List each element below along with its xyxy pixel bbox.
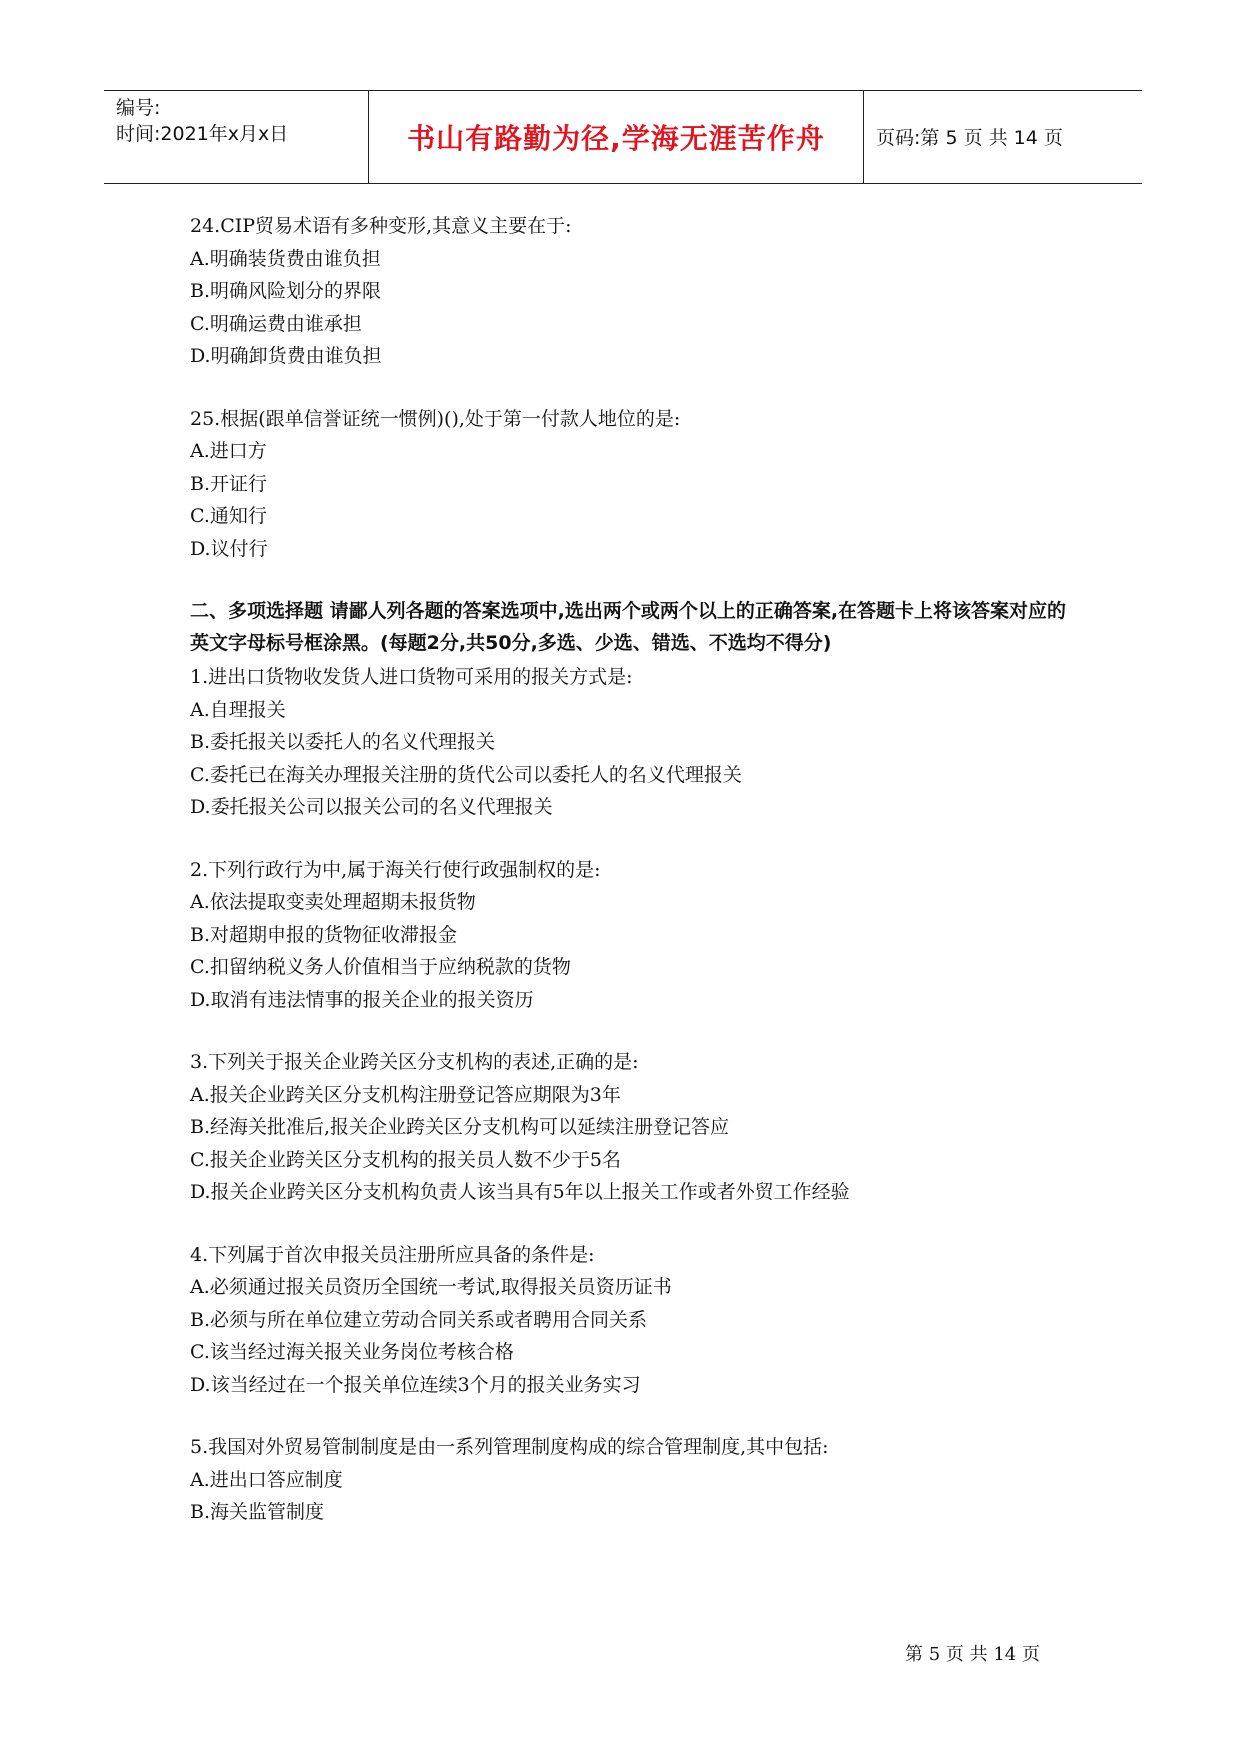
motto-text: 书山有路勤为径,学海无涯苦作舟 [407, 122, 825, 155]
question-stem: 25.根据(跟单信誉证统一惯例)(),处于第一付款人地位的是: [190, 407, 681, 430]
option-d: D.议付行 [190, 537, 268, 560]
option-b: B.对超期申报的货物征收滞报金 [190, 923, 458, 946]
multi-question-3 [190, 1046, 1070, 1209]
option-d: D.取消有违法情事的报关企业的报关资历 [190, 988, 534, 1011]
option-a: A.进出口答应制度 [190, 1468, 343, 1491]
option-d: D.该当经过在一个报关单位连续3个月的报关业务实习 [190, 1373, 641, 1396]
option-c: C.扣留纳税义务人价值相当于应纳税款的货物 [190, 956, 571, 978]
question-stem: 4.下列属于首次申报关员注册所应具备的条件是: [190, 1243, 595, 1266]
option-a: A.依法提取变卖处理超期未报货物 [190, 891, 476, 913]
question-stem: 2.下列行政行为中,属于海关行使行政强制权的是: [190, 858, 601, 881]
header-motto-cell [369, 91, 864, 183]
multi-question-4 [190, 1239, 1070, 1402]
option-b: B.委托报关以委托人的名义代理报关 [190, 731, 496, 753]
option-b: B.海关监管制度 [190, 1501, 325, 1523]
page-footer: 第 5 页 共 14 页 [905, 1644, 1040, 1665]
question-24 [190, 210, 1070, 373]
header-page-cell [864, 91, 1142, 183]
page-header [104, 90, 1142, 184]
option-c: C.委托已在海关办理报关注册的货代公司以委托人的名义代理报关 [190, 763, 742, 786]
option-a: A.明确装货费由谁负担 [190, 247, 381, 270]
question-stem: 1.进出口货物收发货人进口货物可采用的报关方式是: [190, 666, 633, 688]
question-stem: 3.下列关于报关企业跨关区分支机构的表述,正确的是: [190, 1051, 639, 1073]
option-c: C.报关企业跨关区分支机构的报关员人数不少于5名 [190, 1148, 621, 1171]
question-25 [190, 403, 1070, 566]
header-meta-cell [104, 91, 369, 183]
question-stem: 24.CIP贸易术语有多种变形,其意义主要在于: [190, 215, 572, 237]
option-d: D.报关企业跨关区分支机构负责人该当具有5年以上报关工作或者外贸工作经验 [190, 1181, 850, 1203]
option-c: C.通知行 [190, 505, 267, 527]
option-d: D.明确卸货费由谁负担 [190, 345, 382, 367]
option-c: C.明确运费由谁承担 [190, 312, 362, 335]
option-b: B.开证行 [190, 472, 268, 495]
option-d: D.委托报关公司以报关公司的名义代理报关 [190, 796, 553, 818]
time-label: 时间:2021年x月x日 [116, 123, 289, 145]
option-c: C.该当经过海关报关业务岗位考核合格 [190, 1341, 514, 1363]
document-body [190, 210, 1070, 1559]
multi-question-2 [190, 854, 1070, 1017]
section-heading: 二、多项选择题 请鄙人列各题的答案选项中,选出两个或两个以上的正确答案,在答题卡上将该答案对应的英文字母标号框涂黑。(每题2分,共50分,多选、少选、错选、不选均不得分) [190, 600, 1067, 654]
option-a: A.必须通过报关员资历全国统一考试,取得报关员资历证书 [190, 1276, 672, 1298]
multi-question-5 [190, 1431, 1070, 1529]
option-b: B.必须与所在单位建立劳动合同关系或者聘用合同关系 [190, 1308, 648, 1331]
multi-question-1 [190, 661, 1070, 824]
page-number-label: 页码:第 5 页 共 14 页 [876, 127, 1063, 149]
option-a: A.进口方 [190, 440, 267, 462]
option-b: B.经海关批准后,报关企业跨关区分支机构可以延续注册登记答应 [190, 1116, 730, 1138]
option-a: A.报关企业跨关区分支机构注册登记答应期限为3年 [190, 1083, 621, 1106]
option-b: B.明确风险划分的界限 [190, 280, 382, 302]
question-stem: 5.我国对外贸易管制制度是由一系列管理制度构成的综合管理制度,其中包括: [190, 1436, 829, 1458]
option-a: A.自理报关 [190, 698, 286, 721]
number-label: 编号: [116, 97, 161, 119]
